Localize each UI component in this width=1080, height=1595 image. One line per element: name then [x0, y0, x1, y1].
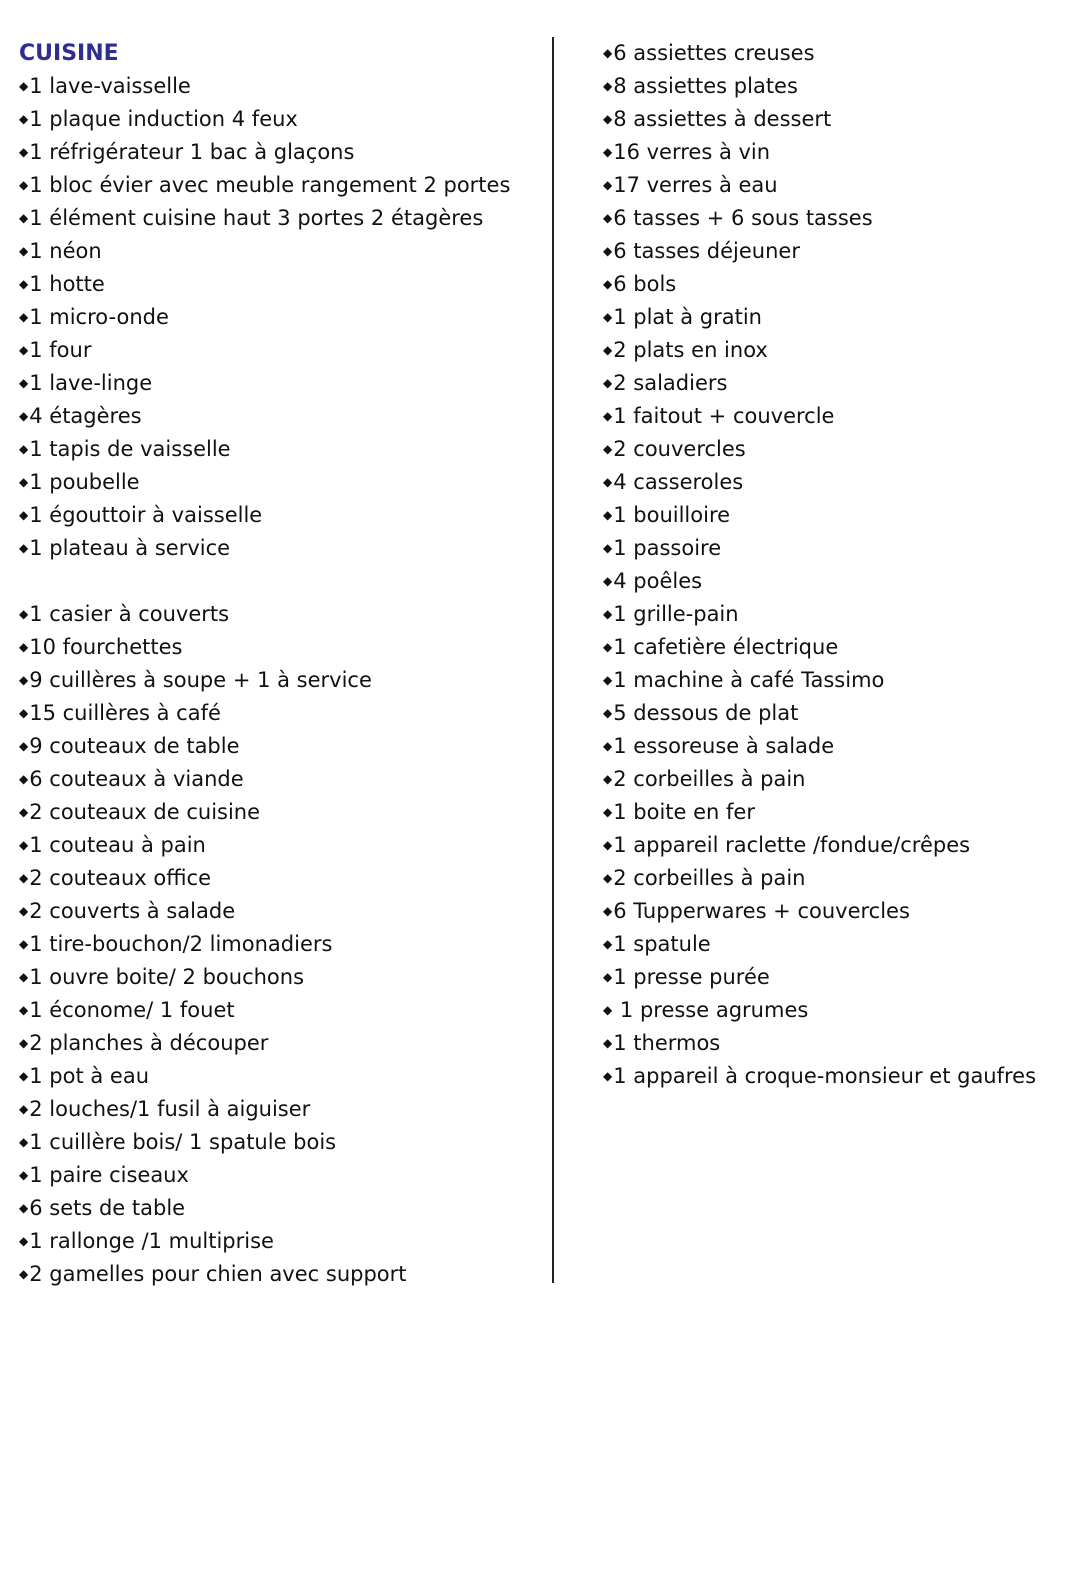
list-item [603, 631, 1073, 664]
list-item-text: 16 verres à vin [613, 140, 771, 164]
list-item-text: 2 corbeilles à pain [613, 767, 806, 791]
list-item-text: 1 hotte [29, 272, 105, 296]
list-item-text: 2 couteaux de cuisine [29, 800, 261, 824]
list-item-text: 1 économe/ 1 fouet [29, 998, 235, 1022]
list-item [603, 763, 1073, 796]
list-item-text: 1 plateau à service [29, 536, 231, 560]
bullet-icon: ◆ [19, 310, 29, 324]
list-item-text: 4 casseroles [613, 470, 744, 494]
list-item-text: 1 machine à café Tassimo [613, 668, 885, 692]
list-item-text: 1 égouttoir à vaisselle [29, 503, 263, 527]
bullet-icon: ◆ [19, 871, 29, 885]
list-item-text: 2 plats en inox [613, 338, 768, 362]
list-item [19, 301, 529, 334]
list-item [603, 928, 1073, 961]
bullet-icon: ◆ [19, 1069, 29, 1083]
list-item [19, 268, 529, 301]
list-item [603, 862, 1073, 895]
bullet-icon: ◆ [603, 211, 613, 225]
bullet-icon: ◆ [19, 1201, 29, 1215]
list-item [603, 466, 1073, 499]
section-title: CUISINE [19, 41, 119, 66]
bullet-icon: ◆ [19, 145, 29, 159]
list-item-text: 1 casier à couverts [29, 602, 230, 626]
list-item [19, 862, 529, 895]
bullet-icon: ◆ [603, 739, 613, 753]
list-item-text: 8 assiettes à dessert [613, 107, 832, 131]
list-item-text: 6 assiettes creuses [613, 41, 815, 65]
list-item-text: 9 cuillères à soupe + 1 à service [29, 668, 372, 692]
list-item [603, 829, 1073, 862]
list-item [19, 763, 529, 796]
bullet-icon: ◆ [603, 1069, 613, 1083]
list-item-text: 2 couvercles [613, 437, 746, 461]
bullet-icon: ◆ [603, 112, 613, 126]
list-item [19, 103, 529, 136]
list-item-text: 15 cuillères à café [29, 701, 221, 725]
bullet-icon: ◆ [19, 508, 29, 522]
list-item-text: 1 cafetière électrique [613, 635, 839, 659]
list-item-text: 1 presse purée [613, 965, 770, 989]
bullet-icon: ◆ [603, 508, 613, 522]
bullet-icon: ◆ [19, 376, 29, 390]
list-item [19, 829, 529, 862]
list-item-text: 2 planches à découper [29, 1031, 269, 1055]
bullet-icon: ◆ [603, 244, 613, 258]
bullet-icon: ◆ [603, 442, 613, 456]
list-item-text: 1 réfrigérateur 1 bac à glaçons [29, 140, 355, 164]
list-item-text: 1 bouilloire [613, 503, 731, 527]
list-item-text: 1 boite en fer [613, 800, 755, 824]
bullet-icon: ◆ [603, 838, 613, 852]
list-item-text: 6 sets de table [29, 1196, 186, 1220]
list-item [19, 1060, 529, 1093]
list-item [603, 697, 1073, 730]
bullet-icon: ◆ [19, 739, 29, 753]
bullet-icon: ◆ [603, 475, 613, 489]
bullet-icon: ◆ [603, 673, 613, 687]
list-item [603, 895, 1073, 928]
bullet-icon: ◆ [19, 409, 29, 423]
list-item [19, 367, 529, 400]
list-item [19, 169, 529, 202]
list-item [603, 664, 1073, 697]
list-item-text: 1 poubelle [29, 470, 140, 494]
bullet-icon: ◆ [603, 1003, 613, 1017]
bullet-icon: ◆ [19, 904, 29, 918]
column-divider [552, 37, 554, 1283]
bullet-icon: ◆ [603, 970, 613, 984]
bullet-icon: ◆ [603, 376, 613, 390]
list-item [603, 1060, 1073, 1093]
list-item-text: 1 appareil raclette /fondue/crêpes [613, 833, 971, 857]
bullet-icon: ◆ [19, 541, 29, 555]
list-item [19, 235, 529, 268]
list-item [19, 466, 529, 499]
list-item [603, 961, 1073, 994]
list-item [19, 202, 529, 235]
list-item-text: 1 pot à eau [29, 1064, 149, 1088]
bullet-icon: ◆ [19, 640, 29, 654]
list-item [603, 334, 1073, 367]
list-item [19, 1225, 529, 1258]
bullet-icon: ◆ [603, 178, 613, 192]
bullet-icon: ◆ [19, 211, 29, 225]
list-item-text: 1 lave-vaisselle [29, 74, 191, 98]
bullet-icon: ◆ [19, 442, 29, 456]
bullet-icon: ◆ [603, 871, 613, 885]
list-item-text: 1 ouvre boite/ 2 bouchons [29, 965, 305, 989]
list-item-text: 2 saladiers [613, 371, 728, 395]
list-item [603, 37, 1073, 70]
list-item [19, 631, 529, 664]
list-item-text: 1 presse agrumes [613, 998, 809, 1022]
left-column [19, 37, 529, 1291]
bullet-icon: ◆ [19, 838, 29, 852]
list-item-text: 6 Tupperwares + couvercles [613, 899, 910, 923]
bullet-icon: ◆ [19, 244, 29, 258]
bullet-icon: ◆ [603, 607, 613, 621]
list-item [603, 400, 1073, 433]
bullet-icon: ◆ [603, 46, 613, 60]
bullet-icon: ◆ [603, 772, 613, 786]
bullet-icon: ◆ [603, 574, 613, 588]
list-item-text: 1 four [29, 338, 92, 362]
list-item [19, 1159, 529, 1192]
list-item-text: 8 assiettes plates [613, 74, 798, 98]
right-column [603, 37, 1073, 1093]
list-item [19, 664, 529, 697]
bullet-icon: ◆ [603, 79, 613, 93]
bullet-icon: ◆ [19, 1036, 29, 1050]
list-item [603, 730, 1073, 763]
bullet-icon: ◆ [19, 805, 29, 819]
list-item-text: 1 micro-onde [29, 305, 169, 329]
list-item-text: 1 faitout + couvercle [613, 404, 835, 428]
bullet-icon: ◆ [603, 937, 613, 951]
list-item [603, 598, 1073, 631]
list-item [19, 334, 529, 367]
bullet-icon: ◆ [603, 805, 613, 819]
list-item-text: 9 couteaux de table [29, 734, 240, 758]
list-item-text: 1 néon [29, 239, 102, 263]
list-item [603, 499, 1073, 532]
list-item-text: 1 cuillère bois/ 1 spatule bois [29, 1130, 337, 1154]
bullet-icon: ◆ [603, 706, 613, 720]
bullet-icon: ◆ [603, 541, 613, 555]
list-item-text: 1 thermos [613, 1031, 721, 1055]
bullet-icon: ◆ [19, 1135, 29, 1149]
list-item-text: 6 tasses + 6 sous tasses [613, 206, 873, 230]
list-item [19, 1093, 529, 1126]
list-item-text: 10 fourchettes [29, 635, 183, 659]
list-item [603, 994, 1073, 1027]
list-item-text: 1 bloc évier avec meuble rangement 2 portes [29, 173, 511, 197]
list-item-text: 2 couverts à salade [29, 899, 236, 923]
bullet-icon: ◆ [19, 1234, 29, 1248]
bullet-icon: ◆ [603, 640, 613, 654]
list-item [19, 598, 529, 631]
list-item-text: 6 bols [613, 272, 677, 296]
list-item [603, 433, 1073, 466]
bullet-icon: ◆ [603, 343, 613, 357]
bullet-icon: ◆ [603, 1036, 613, 1050]
list-item [19, 1258, 529, 1291]
list-item-text: 1 paire ciseaux [29, 1163, 189, 1187]
list-item-text: 2 gamelles pour chien avec support [29, 1262, 407, 1286]
list-item-text: 1 grille-pain [613, 602, 739, 626]
list-item [19, 1192, 529, 1225]
list-item-text: 1 plaque induction 4 feux [29, 107, 298, 131]
list-item-text: 2 couteaux office [29, 866, 212, 890]
bullet-icon: ◆ [19, 79, 29, 93]
list-item [603, 103, 1073, 136]
list-item [603, 1027, 1073, 1060]
bullet-icon: ◆ [603, 277, 613, 291]
bullet-icon: ◆ [19, 607, 29, 621]
list-item [19, 1126, 529, 1159]
list-item-text: 1 passoire [613, 536, 722, 560]
list-item [19, 961, 529, 994]
list-item [603, 301, 1073, 334]
list-item-text: 6 couteaux à viande [29, 767, 244, 791]
bullet-icon: ◆ [19, 1168, 29, 1182]
list-item-text: 1 tapis de vaisselle [29, 437, 231, 461]
list-item [603, 235, 1073, 268]
list-item [19, 1027, 529, 1060]
bullet-icon: ◆ [19, 112, 29, 126]
list-item-text: 1 couteau à pain [29, 833, 206, 857]
list-item [19, 895, 529, 928]
list-item-text: 1 appareil à croque-monsieur et gaufres [613, 1064, 1037, 1088]
list-item-text: 1 spatule [613, 932, 711, 956]
list-item [19, 499, 529, 532]
bullet-icon: ◆ [19, 343, 29, 357]
bullet-icon: ◆ [19, 475, 29, 489]
list-item [603, 70, 1073, 103]
list-item [19, 400, 529, 433]
list-item [603, 202, 1073, 235]
list-item [603, 268, 1073, 301]
bullet-icon: ◆ [19, 1267, 29, 1281]
list-item-text: 2 louches/1 fusil à aiguiser [29, 1097, 311, 1121]
list-item [603, 169, 1073, 202]
list-item-text: 4 étagères [29, 404, 142, 428]
bullet-icon: ◆ [19, 178, 29, 192]
bullet-icon: ◆ [19, 1003, 29, 1017]
bullet-icon: ◆ [19, 937, 29, 951]
bullet-icon: ◆ [603, 409, 613, 423]
list-item [19, 433, 529, 466]
bullet-icon: ◆ [19, 706, 29, 720]
list-item-text: 1 tire-bouchon/2 limonadiers [29, 932, 333, 956]
bullet-icon: ◆ [603, 310, 613, 324]
list-item [19, 697, 529, 730]
bullet-icon: ◆ [19, 772, 29, 786]
list-item [603, 532, 1073, 565]
list-item-text: 1 plat à gratin [613, 305, 762, 329]
bullet-icon: ◆ [19, 277, 29, 291]
blank-line [19, 565, 529, 598]
list-item [19, 796, 529, 829]
list-item-text: 6 tasses déjeuner [613, 239, 800, 263]
list-item-text: 4 poêles [613, 569, 703, 593]
bullet-icon: ◆ [19, 1102, 29, 1116]
list-item-text: 2 corbeilles à pain [613, 866, 806, 890]
bullet-icon: ◆ [603, 145, 613, 159]
list-item [19, 70, 529, 103]
list-item [19, 136, 529, 169]
list-item [19, 928, 529, 961]
bullet-icon: ◆ [19, 970, 29, 984]
bullet-icon: ◆ [19, 673, 29, 687]
list-item-text: 1 essoreuse à salade [613, 734, 835, 758]
list-item-text: 1 rallonge /1 multiprise [29, 1229, 274, 1253]
list-item [603, 796, 1073, 829]
list-item-text: 17 verres à eau [613, 173, 778, 197]
bullet-icon: ◆ [603, 904, 613, 918]
list-item-text: 1 lave-linge [29, 371, 153, 395]
list-item-text: 1 élément cuisine haut 3 portes 2 étagères [29, 206, 484, 230]
list-item-text: 5 dessous de plat [613, 701, 799, 725]
list-item [19, 532, 529, 565]
list-item [603, 136, 1073, 169]
list-item [603, 565, 1073, 598]
list-item [603, 367, 1073, 400]
list-item [19, 994, 529, 1027]
list-item [19, 730, 529, 763]
